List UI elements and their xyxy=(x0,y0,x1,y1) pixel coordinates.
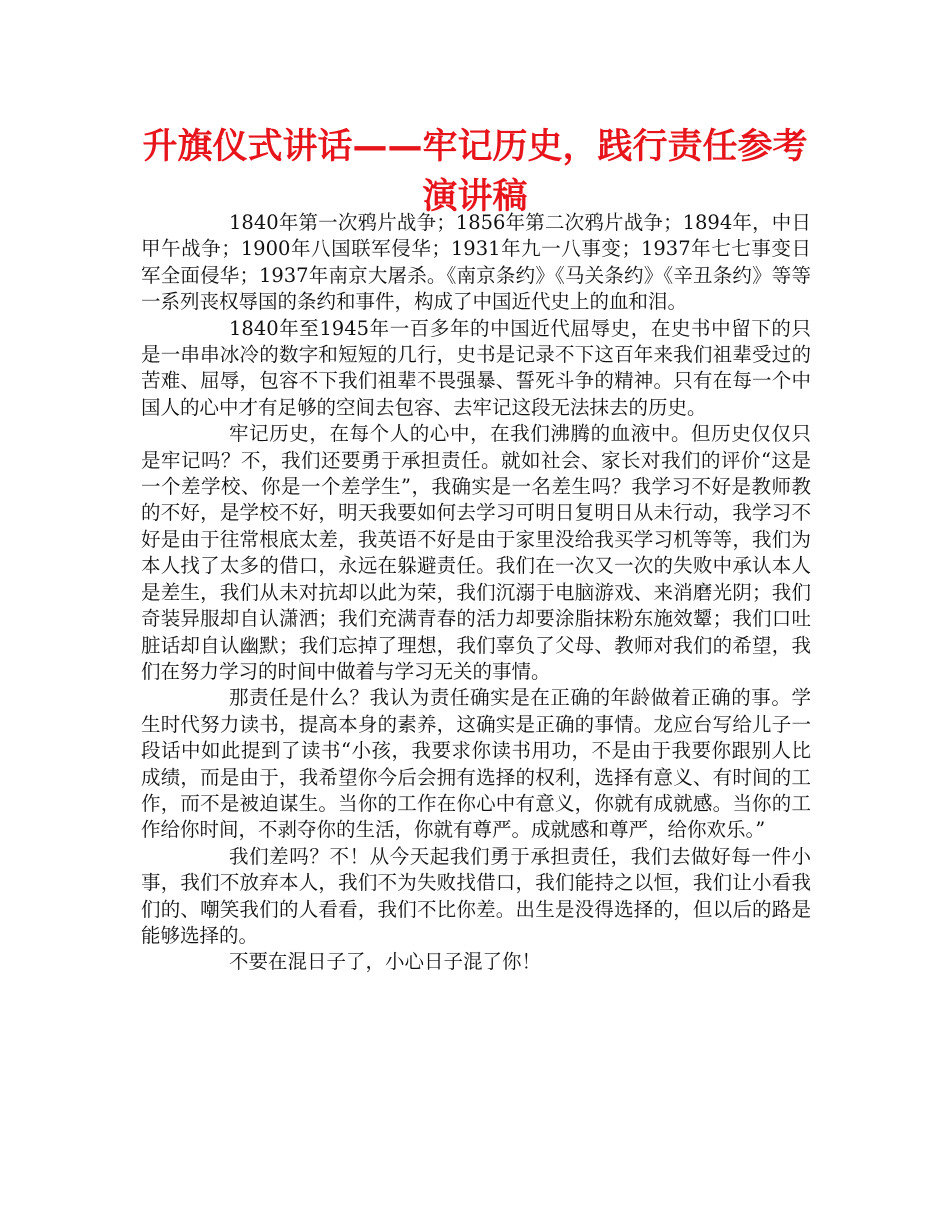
paragraph-2: 1840年至1945年一百多年的中国近代屈辱史，在史书中留下的只是一串串冰冷的数字和短短的几行，史书是记录不下这百年来我们祖辈受过的苦难、屈辱，包容不下我们祖辈不畏强暴、誓死斗争的精神。只有在每一个中国人的心中才有足够的空间去包容、去牢记这段无法抹去的历史。 xyxy=(141,316,811,419)
paragraph-4: 那责任是什么？我认为责任确实是在正确的年龄做着正确的事。学生时代努力读书，提高本身的素养，这确实是正确的事情。龙应台写给儿子一段话中如此提到了读书“小孩，我要求你读书用功，不是由于我要你跟别人比成绩，而是由于，我希望你今后会拥有选择的权利，选择有意义、有时间的工作，而不是被迫谋生。当你的工作在你心中有意义，你就有成就感。当你的工作给你时间，不剥夺你的生活，你就有尊严。成就感和尊严，给你欢乐。” xyxy=(141,686,811,842)
document-body xyxy=(141,210,811,976)
paragraph-1: 1840年第一次鸦片战争；1856年第二次鸦片战争；1894年，中日甲午战争；1900年八国联军侵华；1931年九一八事变；1937年七七事变日军全面侵华；1937年南京大屠杀。《南京条约》《马关条约》《辛丑条约》等等一系列丧权辱国的条约和事件，构成了中国近代史上的血和泪。 xyxy=(141,211,811,314)
paragraph-6: 不要在混日子了，小心日子混了你！ xyxy=(229,950,542,974)
paragraph-3: 牢记历史，在每个人的心中，在我们沸腾的血液中。但历史仅仅只是牢记吗？不，我们还要勇于承担责任。就如社会、家长对我们的评价“这是一个差学校、你是一个差学生”，我确实是一名差生吗？我学习不好是教师教的不好，是学校不好，明天我要如何去学习可明日复明日从未行动，我学习不好是由于往常根底太差，我英语不好是由于家里没给我买学习机等等，我们为本人找了太多的借口，永远在躲避责任。我们在一次又一次的失败中承认本人是差生，我们从未对抗却以此为荣，我们沉溺于电脑游戏、来消磨光阴；我们奇装异服却自认潇洒；我们充满青春的活力却要涂脂抹粉东施效颦；我们口吐脏话却自认幽默；我们忘掉了理想，我们辜负了父母、教师对我们的希望，我们在努力学习的时间中做着与学习无关的事情。 xyxy=(141,422,811,683)
document-title: 升旗仪式讲话——牢记历史，践行责任参考演讲稿 xyxy=(142,127,808,217)
paragraph-5: 我们差吗？不！从今天起我们勇于承担责任，我们去做好每一件小事，我们不放弃本人，我们不为失败找借口，我们能持之以恒，我们让小看我们的、嘲笑我们的人看看，我们不比你差。出生是没得选择的，但以后的路是能够选择的。 xyxy=(141,844,811,947)
